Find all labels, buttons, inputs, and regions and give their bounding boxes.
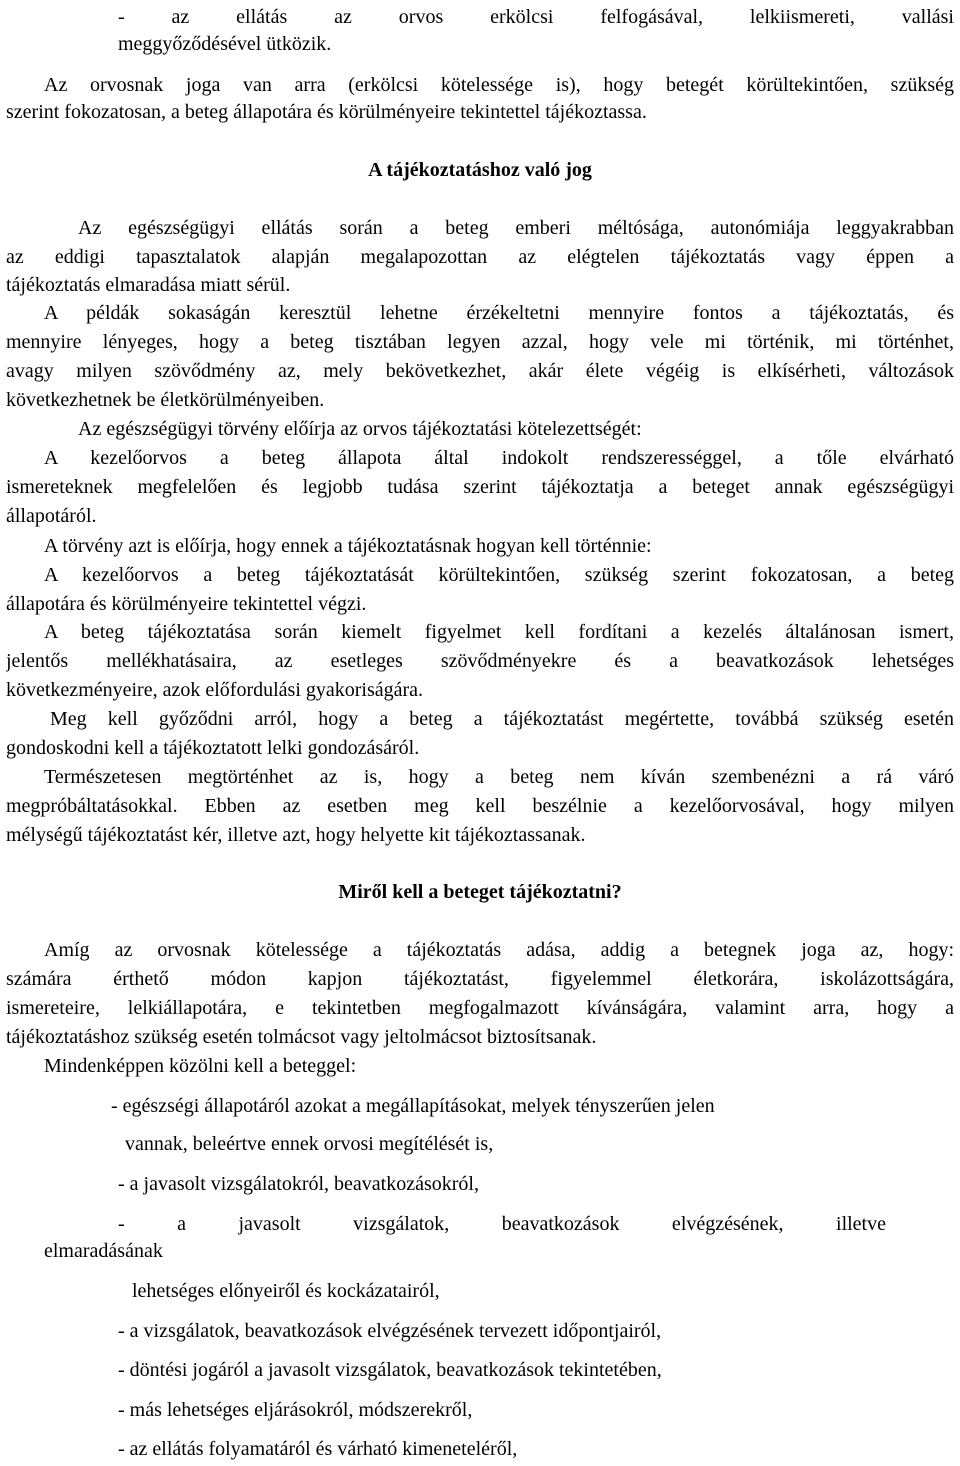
list-item-exam-outcomes: - a javasolt vizsgálatok, beavatkozások elvégzésének, illetve	[118, 1213, 886, 1235]
list-item-other-methods: - más lehetséges eljárásokról, módszerekről,	[118, 1399, 473, 1421]
list-item-care-process: - az ellátás folyamatáról és várható kimeneteléről,	[118, 1438, 518, 1460]
section-heading-what-to-inform: Miről kell a beteget tájékoztatni?	[338, 881, 622, 903]
list-line-religion-conflict: - az ellátás az orvos erkölcsi felfogásával, lelkiismereti, vallási	[118, 6, 954, 28]
paragraph-law-manner: A törvény azt is előírja, hogy ennek a tájékoztatásnak hogyan kell történnie:	[44, 535, 652, 557]
paragraph-side-effects-line-3: következményeire, azok előfordulási gyakoriságára.	[6, 679, 424, 701]
paragraph-understanding-line-2: gondoskodni kell a tájékoztatott lelki gondozásáról.	[6, 737, 420, 759]
list-item-benefits-risks: lehetséges előnyeiről és kockázatairól,	[132, 1280, 440, 1302]
paragraph-careful-line-1: A kezelőorvos a beteg tájékoztatását körültekintően, szükség szerint fokozatosan, a beteg	[44, 564, 954, 586]
paragraph-side-effects-line-1: A beteg tájékoztatása során kiemelt figyelmet kell fordítani a kezelés általánosan ismert,	[44, 621, 954, 643]
list-item-decision-right: - döntési jogáról a javasolt vizsgálatok, beavatkozások tekintetében,	[118, 1359, 662, 1381]
section-heading-right-to-information: A tájékoztatáshoz való jog	[368, 159, 592, 181]
paragraph-refusal-line-2: megpróbáltatásokkal. Ebben az esetben meg kell beszélnie a kezelőorvosával, hogy milyen	[6, 795, 954, 817]
list-item-planned-dates: - a vizsgálatok, beavatkozások elvégzésének tervezett időpontjairól,	[118, 1320, 662, 1342]
paragraph-refusal-line-3: mélységű tájékoztatást kér, illetve azt, hogy helyette kit tájékoztassanak.	[6, 824, 586, 846]
paragraph-law-obligation: Az egészségügyi törvény előírja az orvos tájékoztatási kötelezettségét:	[78, 418, 642, 440]
paragraph-examples-line-2: mennyire lényeges, hogy a beteg tisztában legyen azzal, hogy vele mi történik, mi történhet,	[6, 331, 954, 353]
list-item-health-status: - egészségi állapotáról azokat a megállapításokat, melyek tényszerűen jelen	[111, 1095, 715, 1117]
paragraph-patient-right-line-4: tájékoztatáshoz szükség esetén tolmácsot vagy jeltolmácsot biztosítsanak.	[6, 1026, 597, 1048]
paragraph-patient-right-line-3: ismereteire, lelkiállapotára, e tekintetben megfogalmazott kívánságára, valamint arra, hogy a	[6, 997, 954, 1019]
paragraph-must-inform: Mindenképpen közölni kell a beteggel:	[44, 1055, 357, 1077]
paragraph-examples-line-1: A példák sokaságán keresztül lehetne érzékeltetni mennyire fontos a tájékoztatás, és	[44, 302, 954, 324]
list-line-conviction: meggyőződésével ütközik.	[118, 33, 332, 55]
paragraph-treating-doctor-line-3: állapotáról.	[6, 505, 97, 527]
paragraph-dignity-line-3: tájékoztatás elmaradása miatt sérül.	[6, 274, 291, 296]
paragraph-doctor-right-line-2: szerint fokozatosan, a beteg állapotára és körülményeire tekintettel tájékoztassa.	[6, 101, 647, 123]
paragraph-doctor-right-line-1: Az orvosnak joga van arra (erkölcsi kötelessége is), hogy betegét körültekintően, szükség	[44, 74, 954, 96]
paragraph-understanding-line-1: Meg kell győződni arról, hogy a beteg a tájékoztatást megértette, továbbá szükség esetén	[50, 708, 954, 730]
paragraph-side-effects-line-2: jelentős mellékhatásaira, az esetleges szövődményekre és a beavatkozások lehetséges	[6, 650, 954, 672]
paragraph-dignity-line-1: Az egészségügyi ellátás során a beteg emberi méltósága, autonómiája leggyakrabban	[78, 217, 954, 239]
list-item-proposed-exams: - a javasolt vizsgálatokról, beavatkozásokról,	[118, 1173, 479, 1195]
paragraph-careful-line-2: állapotára és körülményeire tekintettel végzi.	[6, 593, 367, 615]
paragraph-refusal-line-1: Természetesen megtörténhet az is, hogy a beteg nem kíván szembenézni a rá váró	[44, 766, 954, 788]
paragraph-patient-right-line-2: számára érthető módon kapjon tájékoztatást, figyelemmel életkorára, iskolázottságára,	[6, 968, 954, 990]
paragraph-examples-line-4: következhetnek be életkörülményeiben.	[6, 389, 325, 411]
list-item-health-status-cont: vannak, beleértve ennek orvosi megítélését is,	[125, 1133, 494, 1155]
paragraph-treating-doctor-line-2: ismereteknek megfelelően és legjobb tudása szerint tájékoztatja a beteget annak egészségügyi	[6, 476, 954, 498]
list-item-exam-outcomes-cont: elmaradásának	[44, 1240, 163, 1262]
paragraph-dignity-line-2: az eddigi tapasztalatok alapján megalapozottan az elégtelen tájékoztatás vagy éppen a	[6, 246, 954, 268]
paragraph-patient-right-line-1: Amíg az orvosnak kötelessége a tájékoztatás adása, addig a betegnek joga az, hogy:	[44, 939, 954, 961]
paragraph-treating-doctor-line-1: A kezelőorvos a beteg állapota által indokolt rendszerességgel, a tőle elvárható	[44, 447, 954, 469]
paragraph-examples-line-3: avagy milyen szövődmény az, mely bekövetkezhet, akár élete végéig is elkísérheti, változások	[6, 360, 954, 382]
